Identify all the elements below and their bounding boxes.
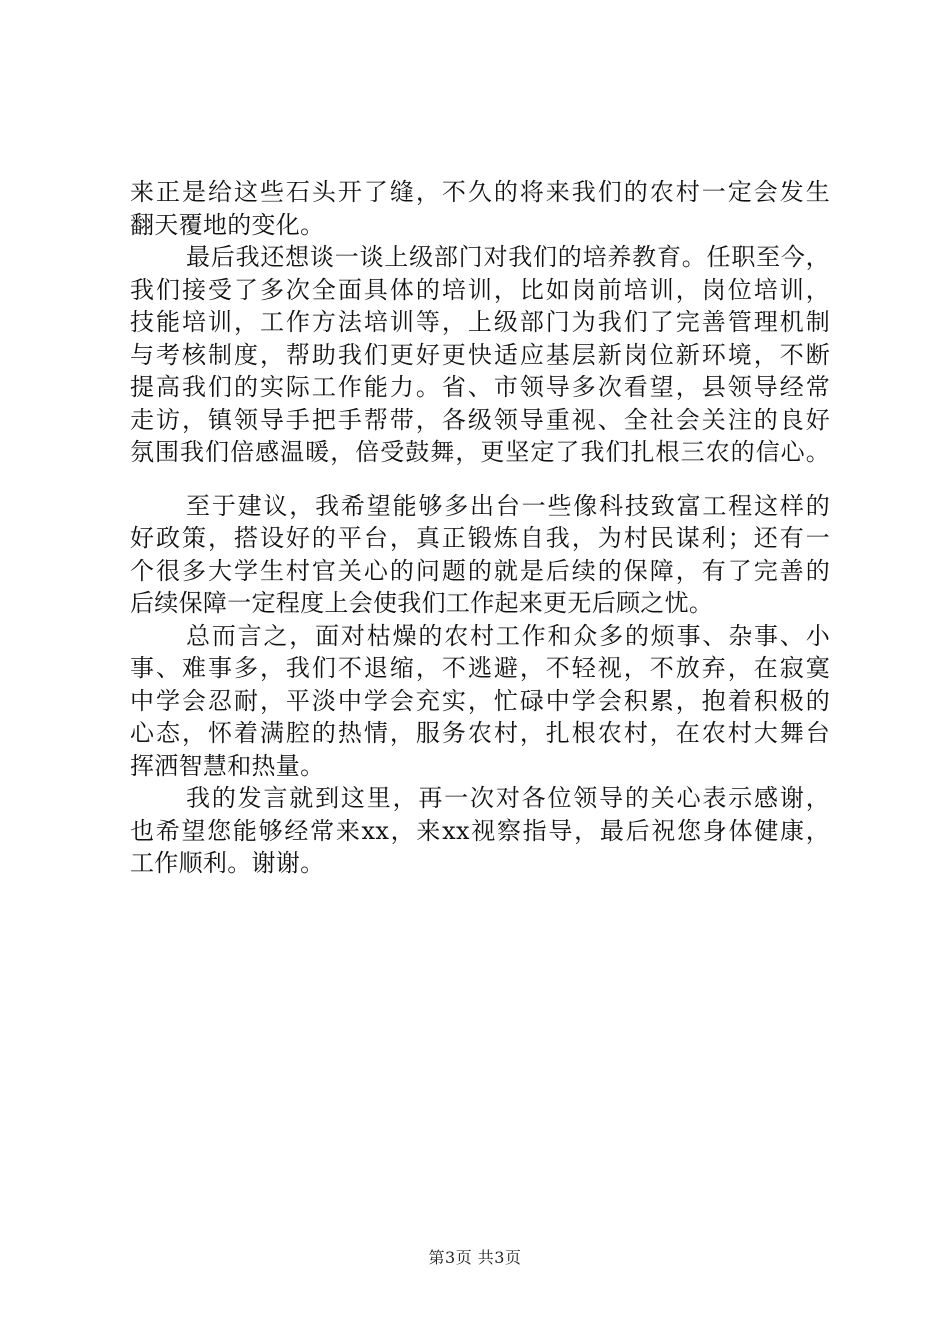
text-line: 也希望您能够经常来xx，来xx视察指导，最后祝您身体健康， (130, 816, 830, 845)
paragraph-3 (130, 490, 830, 620)
paragraph-1 (130, 176, 830, 241)
text-line: 总而言之，面对枯燥的农村工作和众多的烦事、杂事、小 (186, 621, 830, 650)
paragraph-5 (130, 782, 830, 880)
text-line: 个很多大学生村官关心的问题的就是后续的保障，有了完善的 (130, 556, 830, 585)
text-line: 好政策，搭设好的平台，真正锻炼自我，为村民谋利；还有一 (130, 524, 830, 552)
text-line: 技能培训，工作方法培训等，上级部门为我们了完善管理机制 (130, 308, 830, 336)
text-line: 中学会忍耐，平淡中学会充实，忙碌中学会积累，抱着积极的 (130, 686, 830, 715)
text-line: 来正是给这些石头开了缝，不久的将来我们的农村一定会发生 (130, 178, 830, 206)
text-line: 我们接受了多次全面具体的培训，比如岗前培训，岗位培训， (130, 275, 830, 304)
document-body (130, 176, 830, 880)
text-line: 走访，镇领导手把手帮带，各级领导重视、全社会关注的良好 (130, 405, 830, 434)
paragraph-4 (130, 620, 830, 783)
text-line: 我的发言就到这里，再一次对各位领导的关心表示感谢， (186, 784, 830, 812)
text-line: 工作顺利。谢谢。 (130, 849, 325, 877)
text-line: 至于建议，我希望能够多出台一些像科技致富工程这样的 (186, 491, 830, 520)
paragraph-2 (130, 241, 830, 469)
text-line: 挥洒智慧和热量。 (130, 751, 325, 780)
text-line: 心态，怀着满腔的热情，服务农村，扎根农村，在农村大舞台 (130, 719, 830, 747)
page-number-footer: 第3页 共3页 (428, 1248, 522, 1267)
text-line: 氛围我们倍感温暖，倍受鼓舞，更坚定了我们扎根三农的信心。 (130, 438, 830, 466)
text-line: 后续保障一定程度上会使我们工作起来更无后顾之忧。 (130, 589, 714, 617)
paragraph-spacer (130, 469, 830, 490)
text-line: 最后我还想谈一谈上级部门对我们的培养教育。任职至今， (186, 243, 830, 271)
text-line: 事、难事多，我们不退缩，不逃避，不轻视，不放弃，在寂寞 (130, 654, 830, 682)
text-line: 翻天覆地的变化。 (130, 210, 325, 239)
text-line: 提高我们的实际工作能力。省、市领导多次看望，县领导经常 (130, 373, 830, 401)
text-line: 与考核制度，帮助我们更好更快适应基层新岗位新环境，不断 (130, 340, 830, 369)
